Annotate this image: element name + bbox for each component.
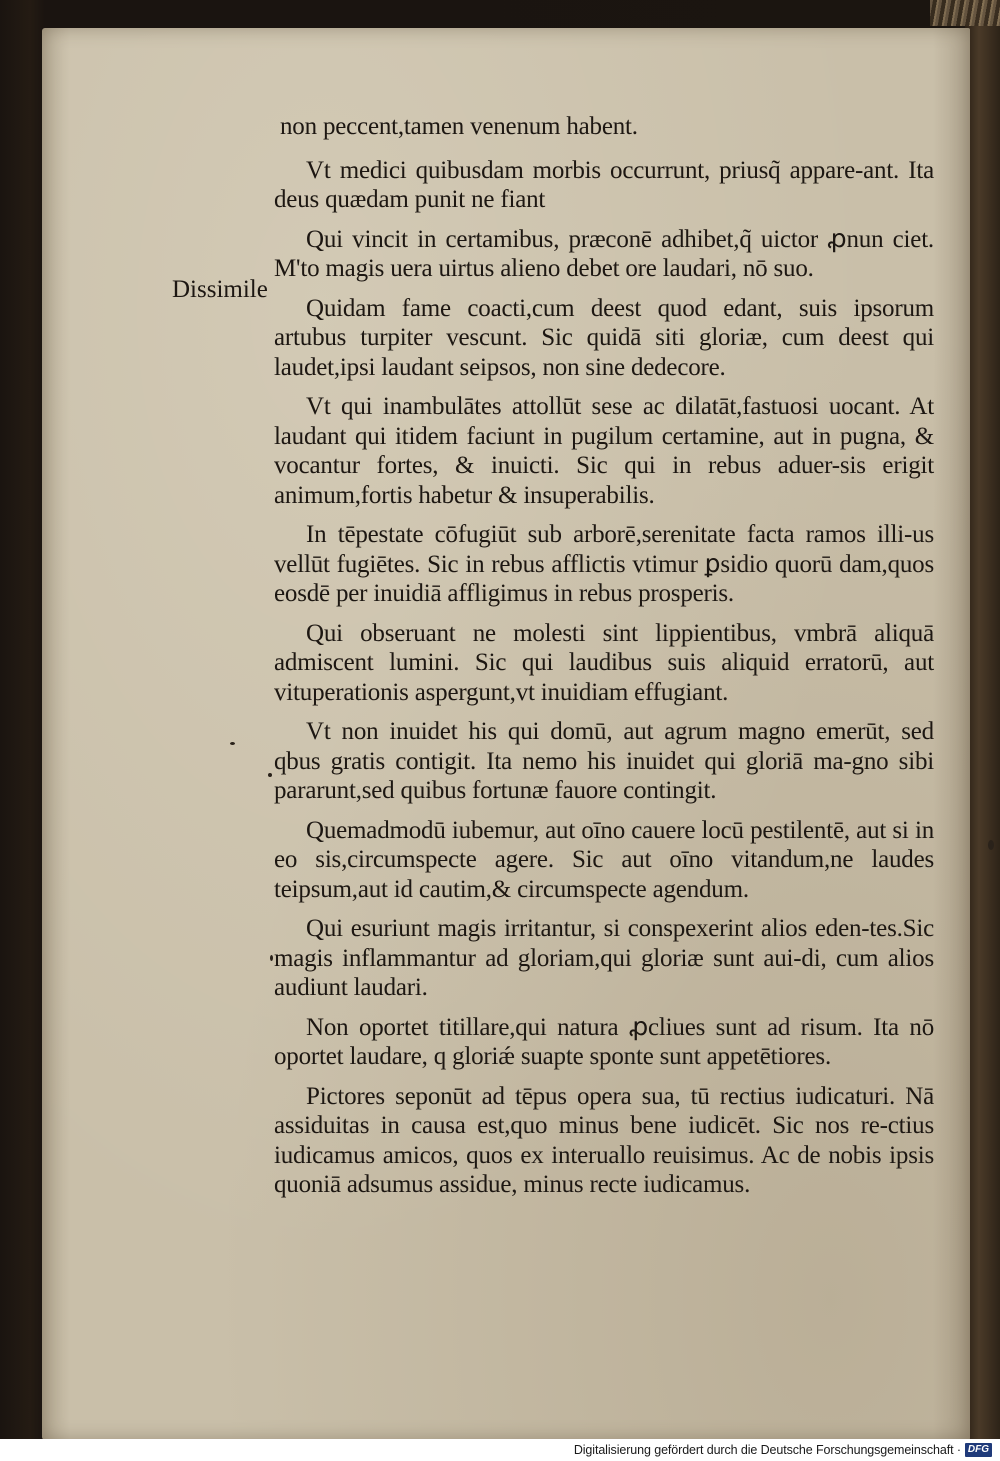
paragraph-1: Vt medici quibusdam morbis occurrunt, priusq̃ appare-ant. Ita deus quædam punit ne fiant: [274, 156, 934, 213]
margin-note: Dissimile: [172, 276, 268, 303]
book-edge: [965, 0, 1000, 1461]
paragraph-10: Non oportet titillare,qui natura ꝓcliues sunt ad risum. Ita nō oportet laudare, q gloriǽ suapte sponte sunt appetētiores.: [274, 1013, 934, 1070]
binding-corner: [930, 0, 1000, 26]
ink-speck: [270, 955, 273, 961]
paragraph-7: Vt non inuidet his qui domū, aut agrum magno emerūt, sed qbus gratis contigit. Ita nemo his inuidet qui gloriā ma-gno sibi pararunt,sed quibus fortunæ fauore contingit.: [274, 718, 934, 804]
paragraph-3: Quidam fame coacti,cum deest quod edant, suis ipsorum artubus turpiter vescunt. Sic quidā siti gloriæ, cum deest qui laudet,ipsi laudant seipsos, non sine dedecore.: [274, 294, 934, 381]
paragraph-9: Qui esuriunt magis irritantur, si conspexerint alios eden-tes.Sic magis inflammantur ad gloriam,qui gloriæ sunt aui-di, cum alios audiunt laudari.: [274, 915, 934, 1001]
ink-speck: [230, 742, 235, 745]
paragraph-8: Quemadmodū iubemur, aut oīno cauere locū pestilentē, aut si in eo sis,circumspecte agere. Sic aut oīno vitandum,ne laudes teipsum,aut id cautim,& circumspecte agendum.: [274, 816, 934, 903]
page-text: [274, 112, 934, 1210]
paragraph-2: Qui vincit in certamibus, præconē adhibet,q̃ uictor ꝓnun ciet. M'to magis uera uirtus alieno debet ore laudari, nō suo.: [274, 225, 934, 282]
ink-speck: [988, 840, 994, 850]
credit-text: Digitalisierung gefördert durch die Deutsche Forschungsgemeinschaft ·: [573, 1443, 961, 1457]
paragraph-11: Pictores seponūt ad tēpus opera sua, tū rectius iudicaturi. Nā assiduitas in causa est,quo minus bene iudicēt. Sic nos re-ctius iudicamus amicos, quos ex interuallo reuisimus. Ac de nobis ipsis quoniā adsumus assidue, minus recte iudicamus.: [274, 1082, 934, 1198]
digitization-credit-bar: [0, 1439, 1000, 1461]
dfg-logo-icon: DFG: [965, 1443, 992, 1457]
ink-speck: [268, 773, 272, 777]
paragraph-5: In tēpestate cōfugiūt sub arborē,serenitate facta ramos illi-us vellūt fugiētes. Sic in rebus afflictis vtimur ꝑsidio quorū dam,quos eosdē per inuidiā affligimus in rebus prosperis.: [274, 521, 934, 607]
continuation-line: non peccent,tamen venenum habent.: [280, 113, 638, 140]
paragraph-6: Qui obseruant ne molesti sint lippientibus, vmbrā aliquā admiscent lumini. Sic qui laudibus suis aliquid erratorū, aut vituperationis aspergunt,vt inuidiam effugiant.: [274, 619, 934, 706]
paragraph-4: Vt qui inambulātes attollūt sese ac dilatāt,fastuosi uocant. At laudant qui itidem faciunt in pugilum certamine, aut in pugna, & vocantur fortes, & inuicti. Sic qui in rebus aduer-sis erigit animum,fortis habetur & insuperabilis.: [274, 393, 934, 509]
